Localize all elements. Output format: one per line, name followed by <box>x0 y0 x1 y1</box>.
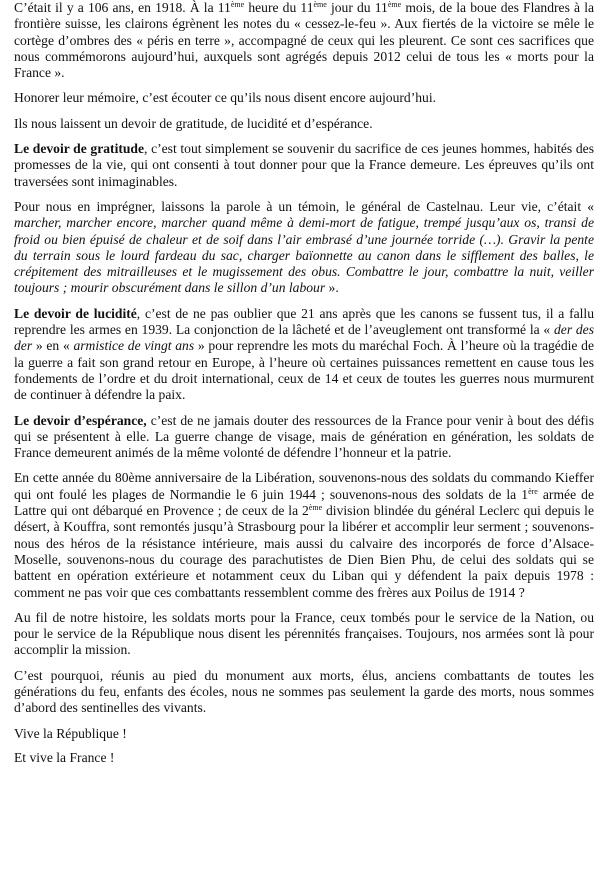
quotation-der-des-der: der des der <box>14 322 595 354</box>
ordinal-superscript: ème <box>308 503 323 513</box>
paragraph-sentinelles: C’est pourquoi, réunis au pied du monument aux morts, élus, anciens combattants de toutes les générations du feu, enfants des écoles, nous ne sommes pas seulement la garde des morts, nous sommes d’abord des sentinelles des vivants. <box>14 667 594 716</box>
paragraph-castelnau <box>14 199 594 297</box>
text-segment: heure du 11 <box>244 0 314 15</box>
quotation-castelnau: marcher, marcher encore, marcher quand même à demi-mort de fatigue, trempé jusqu’aux os, transi de froid ou bien épuisé de chaleur et de soif dans l’air embrasé d’une journée torride (…). Gravir la pente du terrain sous le lourd fardeau du sac, charger baïonnette au canon dans le sifflement des balles, le crépitement des mitrailleuses et le mugissement des obus. Combattre le jour, combattre la nuit, veiller toujours ; mourir obscurément dans le sillon d’un labour <box>14 215 594 296</box>
paragraph-honorer: Honorer leur mémoire, c’est écouter ce qu’ils nous disent encore aujourd’hui. <box>14 90 437 106</box>
text-segment: jour du 11 <box>326 0 388 15</box>
paragraph-devoirs: Ils nous laissent un devoir de gratitude, de lucidité et d’espérance. <box>14 115 373 131</box>
closing-vive-la-france: Et vive la France ! <box>14 749 115 765</box>
text-segment: armée de Lattre qui ont débarqué en Provence ; de ceux de la 2 <box>14 486 594 519</box>
text-segment: En cette année du 80ème anniversaire de la Libération, souvenons-nous des soldats du commando Kieffer qui ont foulé les plages de Normandie le 6 juin 1944 ; souvenons-nous des soldats de la 1 <box>14 470 594 502</box>
section-heading-gratitude: Le devoir de gratitude <box>14 141 145 157</box>
ordinal-superscript: ère <box>528 486 538 496</box>
text-segment: ». <box>325 280 339 296</box>
section-heading-lucidite: Le devoir de lucidité <box>14 305 137 321</box>
text-segment: C’était il y a 106 ans, en 1918. À la 11 <box>14 0 231 15</box>
closing-vive-la-republique: Vive la République ! <box>14 725 127 741</box>
paragraph-armistice-1918 <box>14 0 594 81</box>
paragraph-liberation <box>14 470 594 600</box>
quotation-armistice: armistice de vingt ans <box>73 338 195 354</box>
paragraph-esperance <box>14 413 594 462</box>
text-segment: c’est de ne jamais douter des ressources de la France pour venir à bout des défis qui se présentent à elle. La guerre change de visage, mais de génération en génération, les soldats de France demeurent animés de la même volonté de défendre l’honneur et la patrie. <box>14 412 595 461</box>
text-segment: » en « <box>32 338 74 354</box>
text-segment: , c’est tout simplement se souvenir du sacrifice de ces jeunes hommes, habités des promesses de la vie, qui ont consenti à tout donner pour que la France demeure. Les épreuves qu’ils ont traversées sont inimaginables. <box>14 141 594 189</box>
text-segment: Pour nous en imprégner, laissons la parole à un témoin, le général de Castelnau. Leur vie, c’était « <box>14 198 594 214</box>
text-segment: , c’est de ne pas oublier que 21 ans après que les canons se fussent tus, il a fallu reprendre les armes en 1939. La conjonction de la lâcheté et de l’aveuglement ont transformé la « <box>14 305 594 338</box>
section-heading-esperance: Le devoir d’espérance, <box>14 412 147 428</box>
ordinal-superscript: ème <box>230 0 245 9</box>
ordinal-superscript: ème <box>313 0 327 9</box>
text-segment: mois, de la boue des Flandres à la frontière suisse, les clairons égrènent les notes du « cessez-le-feu ». Aux fiertés de la victoire se mêle le cortège d’ombres des « péris en terre », accompagné de ceux qui les pleurent. Ce sont ces sacrifices que nous commémorons aujourd’hui, auxquels sont agrégés depuis 2012 celui de tous les « morts pour la France ». <box>14 0 594 81</box>
paragraph-lucidite <box>14 306 594 404</box>
text-segment: » pour reprendre les mots du maréchal Foch. À l’heure où la tragédie de la guerre a fait son grand retour en Europe, à l’heure où certaines puissances remettent en cause tous les fondements de l’ordre et du droit international, ceux de 14 et ceux de toutes les guerres nous murmurent de continuer à défendre la paix. <box>14 338 594 403</box>
paragraph-gratitude <box>14 141 594 190</box>
paragraph-histoire: Au fil de notre histoire, les soldats morts pour la France, ceux tombés pour le service de la Nation, ou pour le service de la République nous disent les pérennités françaises. Toujours, nos armées sont là pour accomplir la mission. <box>14 609 594 658</box>
speech-document <box>14 0 594 774</box>
text-segment: division blindée du général Leclerc qui depuis le désert, à Kouffra, sont remontés jusqu’à Strasbourg pour la libérer et accomplir leur serment ; souvenons-nous des héros de la résistance intérieure, mais aussi du calvaire des incorporés de force d’Alsace-Moselle, souvenons-nous du courage des parachutistes de Dien Bien Phu, de celui des soldats qui se battent en opération extérieure et notamment ceux du Liban qui y défendent la paix depuis 1978 : comment ne pas voir que ces combattants ressemblent comme des frères aux Poilus de 1914 ? <box>14 503 594 600</box>
ordinal-superscript: ème <box>387 0 402 9</box>
